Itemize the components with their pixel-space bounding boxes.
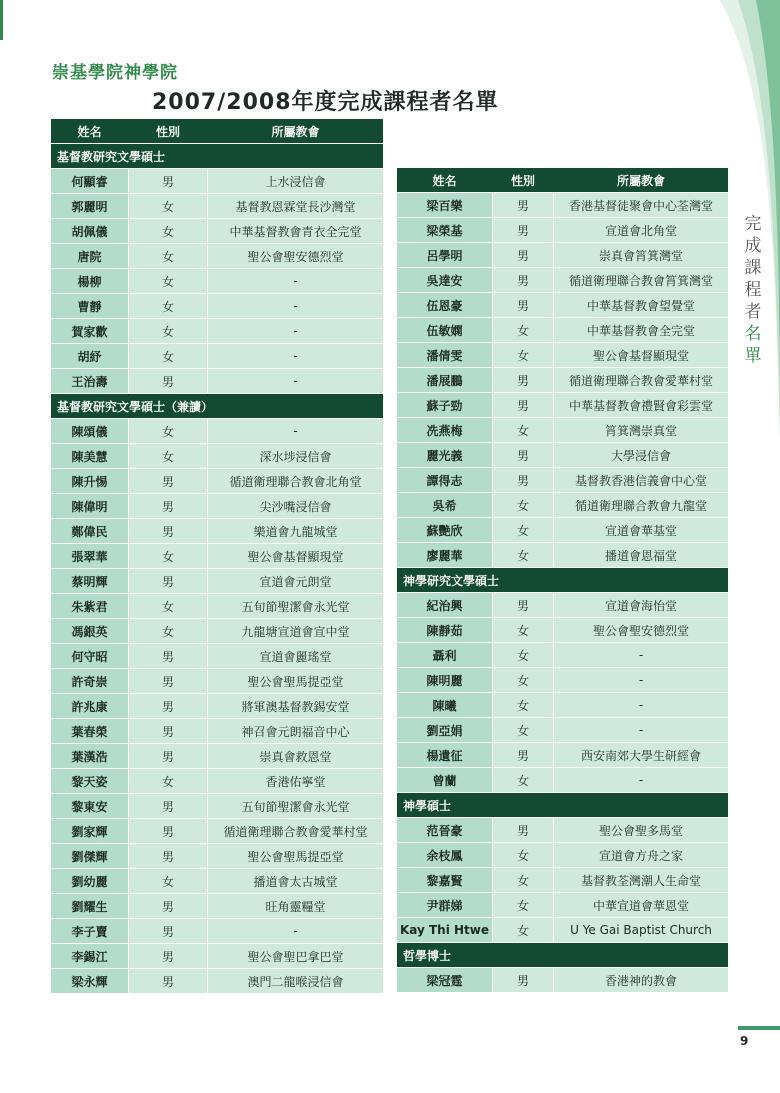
page-number-bar [738, 1026, 780, 1030]
graduate-church: 聖公會基督顯現堂 [208, 544, 383, 569]
graduate-name: 聶利 [397, 643, 492, 668]
table-row [397, 318, 728, 343]
table-header-row [397, 168, 728, 193]
graduate-church: 循道衛理聯合教會愛華村堂 [554, 368, 728, 393]
graduate-gender: 女 [492, 318, 554, 343]
graduate-gender: 女 [492, 768, 554, 793]
page-number: 9 [740, 1034, 749, 1048]
graduate-church: 神召會元朗福音中心 [208, 719, 383, 744]
table-row [397, 543, 728, 568]
table-row [397, 418, 728, 443]
table-row [397, 268, 728, 293]
graduate-name: 蘇子勁 [397, 393, 492, 418]
table-row [51, 294, 383, 319]
graduate-name: 張翠華 [51, 544, 128, 569]
table-row [397, 293, 728, 318]
table-row [51, 944, 383, 969]
left-edge-mark [0, 0, 3, 40]
table-row [397, 918, 728, 943]
table-row [51, 669, 383, 694]
table-row [51, 244, 383, 269]
page-header [52, 58, 499, 116]
graduate-church: 聖公會聖馬提亞堂 [208, 844, 383, 869]
graduate-gender: 男 [492, 368, 554, 393]
graduate-name: 胡紓 [51, 344, 128, 369]
side-title-char: 者 [744, 302, 762, 322]
graduate-gender: 男 [128, 694, 208, 719]
graduate-church: - [208, 269, 383, 294]
table-row [51, 819, 383, 844]
graduate-name: 葉漢浩 [51, 744, 128, 769]
graduate-name: 伍恩豪 [397, 293, 492, 318]
column-header-name: 姓名 [397, 168, 492, 193]
graduate-church: 聖公會聖多馬堂 [554, 818, 728, 843]
graduate-name: Kay Thi Htwe [397, 918, 492, 943]
graduates-table-right [397, 168, 728, 993]
graduates-table-left [51, 119, 383, 994]
graduate-church: 五旬節聖潔會永光堂 [208, 594, 383, 619]
left-table-body [51, 144, 383, 994]
graduate-church: 循道衛理聯合教會愛華村堂 [208, 819, 383, 844]
graduate-gender: 男 [128, 794, 208, 819]
graduate-gender: 女 [128, 319, 208, 344]
graduate-church: - [554, 693, 728, 718]
table-row [51, 969, 383, 994]
table-row [397, 493, 728, 518]
graduate-church: 中華基督教會禮賢會彩雲堂 [554, 393, 728, 418]
graduate-gender: 男 [128, 844, 208, 869]
graduate-gender: 男 [492, 593, 554, 618]
graduate-gender: 男 [128, 969, 208, 994]
graduate-gender: 女 [492, 493, 554, 518]
table-row [51, 419, 383, 444]
graduate-gender: 女 [492, 618, 554, 643]
section-title: 基督教研究文學碩士（兼讀） [51, 394, 383, 419]
graduate-church: 聖公會聖安德烈堂 [554, 618, 728, 643]
graduate-church: - [208, 919, 383, 944]
graduate-name: 黎東安 [51, 794, 128, 819]
table-header-row [51, 119, 383, 144]
graduate-name: 陳靜茹 [397, 618, 492, 643]
graduate-church: - [208, 319, 383, 344]
graduate-name: 吳達安 [397, 268, 492, 293]
graduate-name: 劉耀生 [51, 894, 128, 919]
section-header-row [397, 793, 728, 818]
table-row [51, 219, 383, 244]
graduate-gender: 男 [128, 469, 208, 494]
graduate-gender: 男 [128, 744, 208, 769]
graduate-church: 播道會太古城堂 [208, 869, 383, 894]
graduate-gender: 女 [492, 668, 554, 693]
graduate-church: 宣道會方舟之家 [554, 843, 728, 868]
section-title: 基督教研究文學碩士 [51, 144, 383, 169]
graduate-name: 冼燕梅 [397, 418, 492, 443]
table-row [51, 719, 383, 744]
graduate-church: 宣道會麗瑤堂 [208, 644, 383, 669]
section-header-row [397, 568, 728, 593]
graduate-name: 呂學明 [397, 243, 492, 268]
graduate-church: 中華基督教會全完堂 [554, 318, 728, 343]
table-row [51, 319, 383, 344]
table-row [51, 569, 383, 594]
table-row [51, 644, 383, 669]
graduate-name: 楊柳 [51, 269, 128, 294]
graduate-name: 尹群娣 [397, 893, 492, 918]
graduate-church: 宣道會華基堂 [554, 518, 728, 543]
column-header-gender: 性別 [128, 119, 208, 144]
table-row [51, 844, 383, 869]
graduate-church: 香港神的教會 [554, 968, 728, 993]
graduate-church: 聖公會基督顯現堂 [554, 343, 728, 368]
graduate-church: 尖沙嘴浸信會 [208, 494, 383, 519]
table-row [397, 693, 728, 718]
side-title-char: 完 [744, 214, 762, 234]
graduate-gender: 男 [128, 819, 208, 844]
graduate-name: 楊遺征 [397, 743, 492, 768]
graduate-name: 李錫江 [51, 944, 128, 969]
graduate-name: 陳明麗 [397, 668, 492, 693]
table-row [51, 194, 383, 219]
table-row [397, 343, 728, 368]
table-row [51, 619, 383, 644]
graduate-gender: 女 [492, 893, 554, 918]
graduate-church: 基督教香港信義會中心堂 [554, 468, 728, 493]
table-row [397, 393, 728, 418]
graduate-gender: 女 [128, 244, 208, 269]
graduate-name: 王治壽 [51, 369, 128, 394]
graduate-church: 循道衛理聯合教會九龍堂 [554, 493, 728, 518]
graduate-church: 基督教恩霖堂長沙灣堂 [208, 194, 383, 219]
graduate-church: - [208, 369, 383, 394]
graduate-name: 梁百樂 [397, 193, 492, 218]
table-row [51, 544, 383, 569]
graduate-name: 陳升惕 [51, 469, 128, 494]
graduate-name: 吳希 [397, 493, 492, 518]
graduate-gender: 男 [492, 268, 554, 293]
graduate-gender: 男 [128, 944, 208, 969]
graduate-church: 九龍塘宣道會宣中堂 [208, 619, 383, 644]
side-title-char: 單 [744, 346, 762, 366]
graduate-gender: 男 [128, 719, 208, 744]
graduate-name: 劉家輝 [51, 819, 128, 844]
graduate-gender: 男 [128, 169, 208, 194]
graduate-gender: 男 [492, 193, 554, 218]
graduate-gender: 男 [128, 369, 208, 394]
page-title: 2007/2008年度完成課程者名單 [152, 90, 499, 115]
table-row [51, 919, 383, 944]
graduate-name: 李子賣 [51, 919, 128, 944]
graduate-name: 葉春榮 [51, 719, 128, 744]
graduate-name: 胡佩儀 [51, 219, 128, 244]
table-row [397, 718, 728, 743]
graduate-gender: 男 [128, 894, 208, 919]
column-header-name: 姓名 [51, 119, 128, 144]
graduate-gender: 女 [128, 869, 208, 894]
graduate-name: 蔡明輝 [51, 569, 128, 594]
graduate-church: 宣道會北角堂 [554, 218, 728, 243]
section-title: 哲學博士 [397, 943, 728, 968]
section-header-row [51, 144, 383, 169]
graduate-gender: 女 [128, 619, 208, 644]
table-row [51, 344, 383, 369]
graduate-name: 曾蘭 [397, 768, 492, 793]
table-row [397, 743, 728, 768]
table-row [397, 968, 728, 993]
table-row [51, 269, 383, 294]
graduate-gender: 男 [128, 669, 208, 694]
table-row [397, 468, 728, 493]
table-row [397, 618, 728, 643]
table-row [397, 518, 728, 543]
graduate-name: 許兆康 [51, 694, 128, 719]
graduate-gender: 女 [492, 343, 554, 368]
graduate-church: 循道衛理聯合教會筲箕灣堂 [554, 268, 728, 293]
graduate-gender: 男 [492, 443, 554, 468]
table-row [397, 768, 728, 793]
graduate-gender: 女 [492, 918, 554, 943]
graduate-church: - [208, 294, 383, 319]
graduate-church: 中華基督教會青衣全完堂 [208, 219, 383, 244]
graduate-gender: 男 [128, 644, 208, 669]
org-name: 崇基學院神學院 [52, 63, 178, 83]
section-title: 神學研究文學碩士 [397, 568, 728, 593]
graduate-name: 朱紫君 [51, 594, 128, 619]
section-header-row [397, 943, 728, 968]
graduate-gender: 男 [492, 968, 554, 993]
graduate-church: - [554, 768, 728, 793]
section-title: 神學碩士 [397, 793, 728, 818]
table-row [51, 794, 383, 819]
graduate-church: 播道會恩福堂 [554, 543, 728, 568]
table-row [51, 444, 383, 469]
graduate-gender: 男 [492, 243, 554, 268]
graduate-gender: 男 [492, 218, 554, 243]
graduate-church: 上水浸信會 [208, 169, 383, 194]
graduate-church: 聖公會聖巴拿巴堂 [208, 944, 383, 969]
graduate-church: - [554, 668, 728, 693]
graduate-gender: 女 [128, 219, 208, 244]
graduate-church: 樂道會九龍城堂 [208, 519, 383, 544]
graduate-name: 廖麗華 [397, 543, 492, 568]
graduate-gender: 女 [492, 643, 554, 668]
table-row [51, 519, 383, 544]
graduate-gender: 男 [128, 494, 208, 519]
table-row [51, 694, 383, 719]
graduate-name: 紀治興 [397, 593, 492, 618]
graduate-name: 梁榮基 [397, 218, 492, 243]
graduate-church: - [554, 643, 728, 668]
right-table-body [397, 193, 728, 993]
table-row [397, 243, 728, 268]
table-row [51, 869, 383, 894]
table-row [397, 368, 728, 393]
graduate-name: 陳美慧 [51, 444, 128, 469]
graduate-name: 陳偉明 [51, 494, 128, 519]
graduate-church: 將軍澳基督教錫安堂 [208, 694, 383, 719]
graduate-name: 許奇崇 [51, 669, 128, 694]
section-header-row [51, 394, 383, 419]
graduate-gender: 男 [492, 818, 554, 843]
graduate-church: 聖公會聖馬提亞堂 [208, 669, 383, 694]
table-row [397, 843, 728, 868]
graduate-church: - [208, 419, 383, 444]
graduate-gender: 女 [128, 594, 208, 619]
table-row [397, 218, 728, 243]
graduate-name: 潘倩雯 [397, 343, 492, 368]
table-row [51, 369, 383, 394]
graduate-church: 中華宣道會華恩堂 [554, 893, 728, 918]
graduate-gender: 女 [492, 693, 554, 718]
graduate-name: 范晉豪 [397, 818, 492, 843]
side-title [742, 213, 764, 367]
column-header-church: 所屬教會 [554, 168, 728, 193]
graduate-gender: 女 [128, 269, 208, 294]
graduate-gender: 女 [128, 194, 208, 219]
graduate-name: 蘇艷欣 [397, 518, 492, 543]
graduate-church: 香港基督徒聚會中心荃灣堂 [554, 193, 728, 218]
graduate-church: 深水埗浸信會 [208, 444, 383, 469]
side-title-char: 名 [744, 324, 762, 344]
graduate-name: 劉幼麗 [51, 869, 128, 894]
graduate-name: 麗光義 [397, 443, 492, 468]
graduate-church: 五旬節聖潔會永光堂 [208, 794, 383, 819]
graduate-gender: 女 [492, 843, 554, 868]
graduate-gender: 女 [492, 418, 554, 443]
graduate-gender: 男 [128, 569, 208, 594]
graduate-name: 何守昭 [51, 644, 128, 669]
table-row [397, 643, 728, 668]
side-title-char: 成 [744, 236, 762, 256]
graduate-church: 聖公會聖安德烈堂 [208, 244, 383, 269]
graduate-church: 宣道會元朗堂 [208, 569, 383, 594]
table-row [397, 443, 728, 468]
table-row [51, 769, 383, 794]
graduate-church: 宣道會海怡堂 [554, 593, 728, 618]
graduate-gender: 男 [492, 468, 554, 493]
graduate-gender: 男 [128, 519, 208, 544]
table-row [397, 818, 728, 843]
table-row [397, 868, 728, 893]
graduate-name: 賀家歡 [51, 319, 128, 344]
graduate-gender: 女 [128, 769, 208, 794]
table-row [51, 169, 383, 194]
table-row [51, 469, 383, 494]
graduate-gender: 女 [128, 419, 208, 444]
graduate-name: 伍敏嫻 [397, 318, 492, 343]
graduate-name: 梁冠霆 [397, 968, 492, 993]
graduate-church: U Ye Gai Baptist Church [554, 918, 728, 943]
graduate-gender: 女 [128, 444, 208, 469]
graduate-gender: 男 [492, 293, 554, 318]
graduate-name: 黎嘉賢 [397, 868, 492, 893]
graduate-church: 大學浸信會 [554, 443, 728, 468]
graduate-name: 唐院 [51, 244, 128, 269]
graduate-gender: 男 [128, 919, 208, 944]
graduate-church: 基督教荃灣潮人生命堂 [554, 868, 728, 893]
column-header-gender: 性別 [492, 168, 554, 193]
graduate-name: 鄭偉民 [51, 519, 128, 544]
side-title-char: 課 [744, 258, 762, 278]
table-row [51, 594, 383, 619]
graduate-name: 劉傑輝 [51, 844, 128, 869]
graduate-gender: 女 [492, 868, 554, 893]
graduate-gender: 女 [128, 344, 208, 369]
graduate-church: 崇真會筲箕灣堂 [554, 243, 728, 268]
table-row [397, 193, 728, 218]
column-header-church: 所屬教會 [208, 119, 383, 144]
table-row [397, 893, 728, 918]
graduate-name: 陳曦 [397, 693, 492, 718]
graduate-name: 曹靜 [51, 294, 128, 319]
graduate-gender: 女 [128, 544, 208, 569]
graduate-name: 余枝鳳 [397, 843, 492, 868]
graduate-name: 梁永輝 [51, 969, 128, 994]
graduate-church: 循道衛理聯合教會北角堂 [208, 469, 383, 494]
graduate-name: 黎天姿 [51, 769, 128, 794]
graduate-name: 陳頌儀 [51, 419, 128, 444]
graduate-church: - [554, 718, 728, 743]
table-row [397, 668, 728, 693]
graduate-gender: 男 [492, 393, 554, 418]
graduate-gender: 男 [492, 743, 554, 768]
graduate-church: 中華基督教會望覺堂 [554, 293, 728, 318]
graduate-church: 澳門二龍喉浸信會 [208, 969, 383, 994]
graduate-gender: 女 [492, 718, 554, 743]
graduate-name: 何顯睿 [51, 169, 128, 194]
graduate-name: 潘展鵬 [397, 368, 492, 393]
graduate-church: 旺角靈糧堂 [208, 894, 383, 919]
table-row [51, 494, 383, 519]
graduate-church: 崇真會救恩堂 [208, 744, 383, 769]
graduate-gender: 女 [492, 543, 554, 568]
graduate-church: - [208, 344, 383, 369]
graduate-church: 筲箕灣崇真堂 [554, 418, 728, 443]
graduate-gender: 女 [128, 294, 208, 319]
table-row [397, 593, 728, 618]
graduate-church: 香港佑寧堂 [208, 769, 383, 794]
table-row [51, 894, 383, 919]
graduate-church: 西安南郊大學生研經會 [554, 743, 728, 768]
graduate-name: 郭麗明 [51, 194, 128, 219]
table-row [51, 744, 383, 769]
graduate-name: 馮銀英 [51, 619, 128, 644]
graduate-gender: 女 [492, 518, 554, 543]
side-title-char: 程 [744, 280, 762, 300]
graduate-name: 劉亞娟 [397, 718, 492, 743]
graduate-name: 譚得志 [397, 468, 492, 493]
